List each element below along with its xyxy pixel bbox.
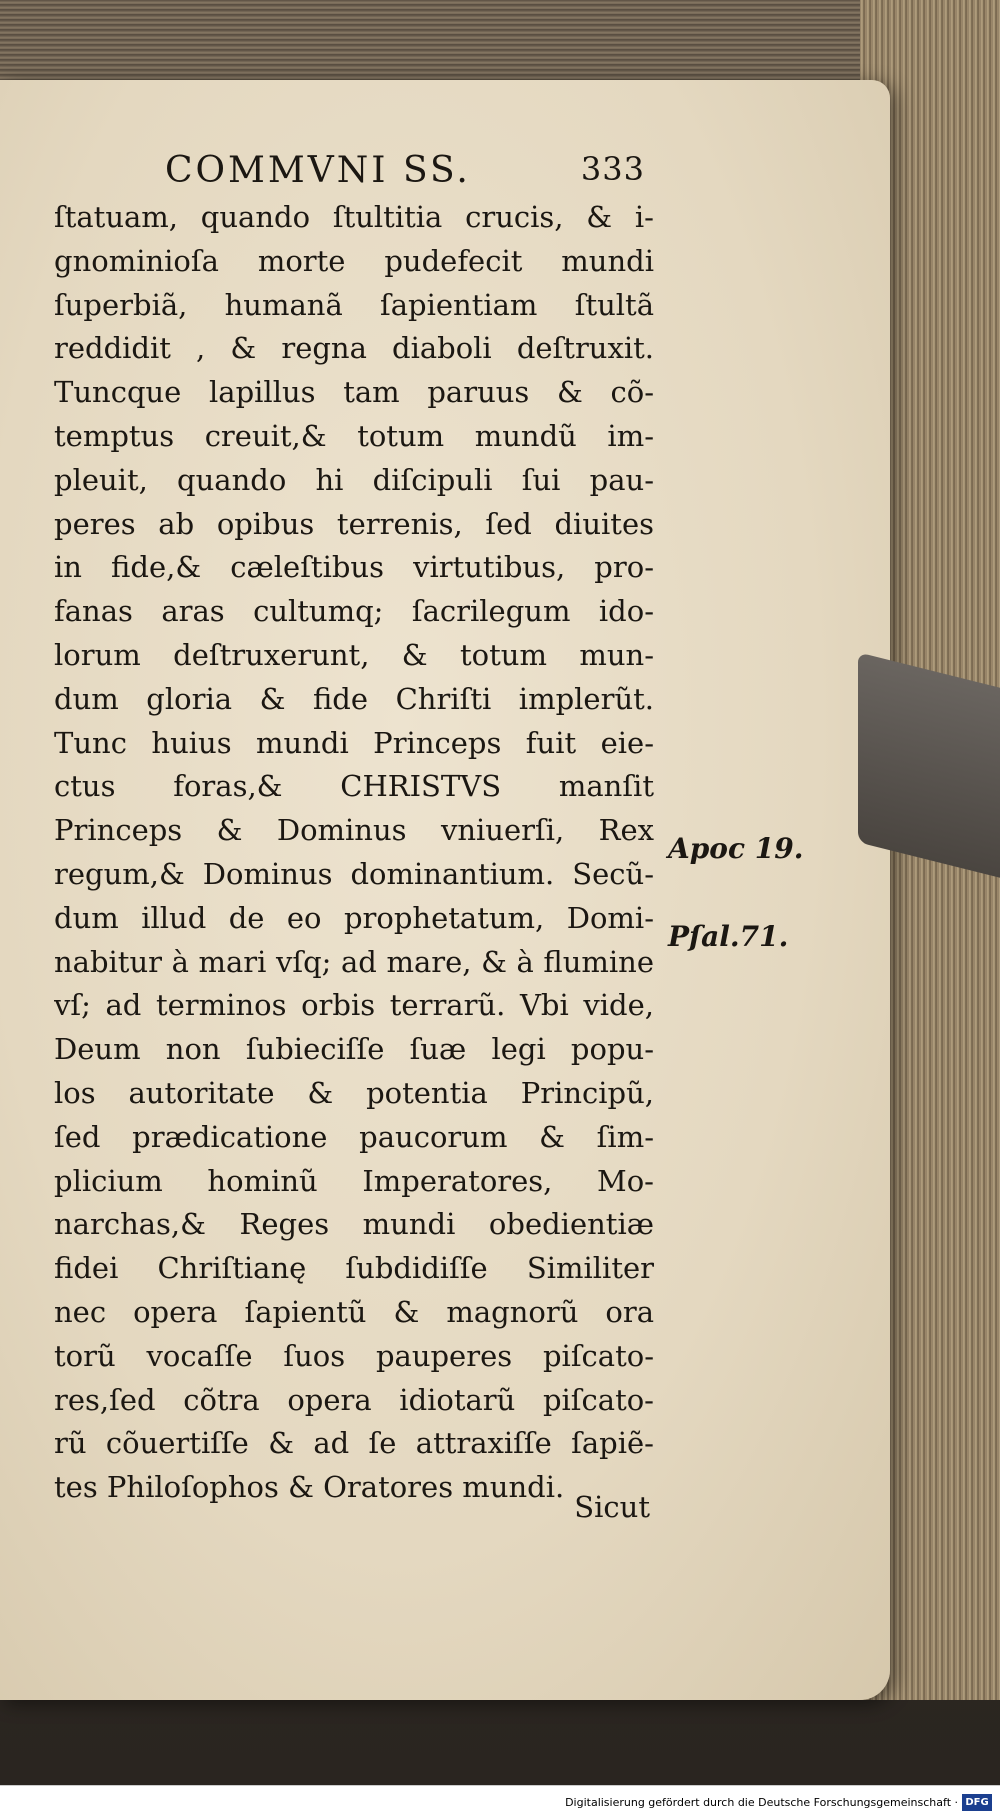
text-line: Tunc huius mundi Princeps fuit eie- (54, 725, 654, 760)
margin-note-psal: Pſal.71. (668, 920, 789, 953)
text-line: res,ſed cõtra opera idiotarũ piſcato- (54, 1382, 654, 1417)
text-line: nec opera ſapientũ & magnorũ ora (54, 1294, 654, 1329)
text-line: dum illud de eo prophetatum, Domi- (54, 900, 654, 935)
catchword: Sicut (574, 1490, 650, 1524)
footer-bar (0, 1785, 1000, 1820)
text-line: fidei Chriſtianę ſubdidiſſe Similiter (54, 1251, 654, 1286)
text-line: pleuit, quando hi diſcipuli ſui pau- (54, 462, 654, 497)
text-line: ſtatuam, quando ſtultitia crucis, & i- (54, 200, 654, 234)
text-line: vſ; ad terminos orbis terrarũ. Vbi vide, (54, 988, 654, 1023)
text-line: reddidit , & regna diaboli deſtruxit. (54, 331, 654, 366)
text-line: ſed prædicatione paucorum & ſim- (54, 1119, 654, 1154)
text-line: ctus foras,& CHRISTVS manſit (54, 769, 654, 804)
text-line: dum gloria & fide Chriſti implerũt. (54, 681, 654, 716)
body-text (54, 196, 654, 1510)
text-line: rũ cõuertiſſe & ad ſe attraxiſſe ſapiẽ- (54, 1426, 654, 1461)
dfg-logo: DFG (962, 1794, 992, 1811)
text-line: Princeps & Dominus vniuerſi, Rex (54, 813, 654, 848)
text-line: los autoritate & potentia Principũ, (54, 1075, 654, 1110)
text-line: plicium hominũ Imperatores, Mo- (54, 1163, 654, 1198)
text-line: fanas aras cultumq; ſacrilegum ido- (54, 594, 654, 629)
text-line: regum,& Dominus dominantium. Secũ- (54, 856, 654, 891)
text-line: temptus creuit,& totum mundũ im- (54, 418, 654, 453)
margin-note-apoc: Apoc 19. (668, 832, 804, 865)
bookmark-ribbon (858, 652, 1000, 877)
text-line: nabitur à mari vſq; ad mare, & à flumine (54, 944, 654, 979)
footer-credit: Digitalisierung gefördert durch die Deutsche Forschungsgemeinschaft · (565, 1796, 958, 1809)
text-line: ſuperbiã, humanã ſapientiam ſtultã (54, 287, 654, 322)
text-line: in fide,& cæleſtibus virtutibus, pro- (54, 550, 654, 585)
text-line: Deum non ſubieciſſe ſuæ legi popu- (54, 1032, 654, 1067)
text-line: Tuncque lapillus tam paruus & cõ- (54, 375, 654, 410)
running-head: COMMVNI SS. (165, 150, 471, 191)
text-line: narchas,& Reges mundi obedientiæ (54, 1207, 654, 1242)
text-line: lorum deſtruxerunt, & totum mun- (54, 637, 654, 672)
text-line: peres ab opibus terrenis, ſed diuites (54, 506, 654, 541)
text-line: gnominioſa morte pudefecit mundi (54, 243, 654, 278)
page-number: 333 (580, 150, 645, 188)
text-line: torũ vocaſſe ſuos pauperes piſcato- (54, 1338, 654, 1373)
page-header (165, 150, 645, 194)
text-line: tes Philoſophos & Oratores mundi. (54, 1470, 565, 1505)
book-top-edge (0, 0, 980, 90)
